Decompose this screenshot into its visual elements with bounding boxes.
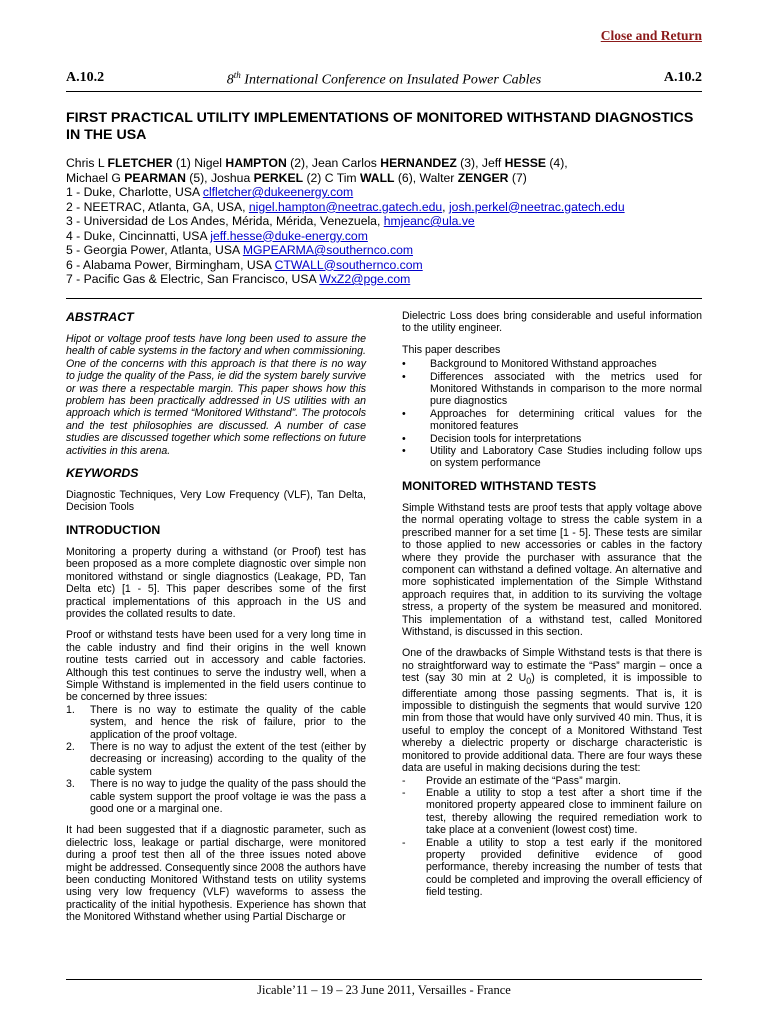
issues-list — [66, 704, 366, 816]
footer-rule — [66, 979, 702, 980]
list-marker: • — [402, 407, 406, 420]
bullet-item — [402, 433, 702, 445]
email-link[interactable]: jeff.hesse@duke-energy.com — [210, 228, 368, 243]
affiliation-text: 2 - NEETRAC, Atlanta, GA, USA, — [66, 199, 249, 214]
email-separator: , — [442, 199, 449, 214]
author-given-name: Chris L — [66, 156, 108, 170]
affiliation-list — [66, 185, 716, 287]
author-surname: ZENGER — [457, 170, 509, 185]
voltage-subscript: 0 — [526, 676, 532, 687]
affiliation-text: 3 - Universidad de Los Andes, Mérida, Mérida, Venezuela, — [66, 214, 384, 228]
author-surname: HESSE — [504, 156, 546, 170]
conference-name — [66, 70, 702, 89]
bullet-item — [402, 358, 702, 370]
author-given-name: Nigel — [194, 156, 226, 170]
use-item — [402, 775, 702, 787]
paper-title: FIRST PRACTICAL UTILITY IMPLEMENTATIONS OF MONITORED WITHSTAND DIAGNOSTICS IN THE USA — [66, 110, 694, 143]
conference-number: 8 — [226, 72, 234, 88]
author-surname: PEARMAN — [124, 170, 186, 185]
intro-paragraph-1: Monitoring a property during a withstand (or Proof) test has been proposed as a more complete diagnostic over simple non monitored withstand or single diagnostics (Leakage, PD, Tan Delta etc) [1 - 5]. This paper describes some of the first practical implementations of this approach in the US and provides the collated results to date. — [66, 545, 366, 620]
issue-item — [66, 778, 366, 815]
email-link[interactable]: clfletcher@dukeenergy.com — [202, 185, 354, 199]
author-line-2 — [66, 171, 716, 186]
affiliation-line — [66, 214, 716, 229]
author-surname: HERNANDEZ — [380, 156, 457, 170]
continued-paragraph: Dielectric Loss does bring considerable and useful information to the utility engineer. — [402, 310, 702, 335]
author-affil-index: (2), — [286, 156, 312, 170]
list-text: Approaches for determining critical values for the monitored features — [430, 407, 702, 433]
affiliation-text: 1 - Duke, Charlotte, USA — [66, 185, 203, 199]
author-affil-index: (4), — [545, 156, 568, 170]
intro-paragraph-3: It had been suggested that if a diagnostic parameter, such as dielectric loss, leakage or partial discharge, were monitored during a proof test then all of the three issues noted above might be addressed. Consequently since 2008 the authors have been conducting Monitored Withstand tests on utility systems using very low frequency (VLF) waveforms to assess the practicality of the initial hypothesis. Experience has shown that the Monitored Withstand whether using Partial Discharge or — [66, 824, 366, 924]
list-marker: • — [402, 370, 406, 383]
list-marker: • — [402, 445, 406, 458]
list-text: Enable a utility to stop a test after a short time if the monitored property appeared close to imminent failure on test, thereby allowing the required remediation work to take place at a convenient (lowest cost) time. — [426, 786, 702, 837]
list-text: Decision tools for interpretations — [430, 432, 582, 445]
author-surname: WALL — [359, 170, 395, 185]
email-link[interactable]: nigel.hampton@neetrac.gatech.edu — [248, 199, 443, 214]
describes-intro: This paper describes — [402, 343, 501, 356]
intro-paragraph-2: Proof or withstand tests have been used for a very long time in the cable industry and find their origins in the well known routine tests carried out in accessory and cable factories. Although this test continues to serve the industry well, when a Simple Withstand is implemented in the field users continue to be concerned by three issues: — [66, 629, 366, 704]
right-column — [402, 310, 702, 908]
list-text: Utility and Laboratory Case Studies including follow ups on system performance — [430, 445, 702, 470]
left-column — [66, 310, 366, 933]
list-text: Provide an estimate of the “Pass” margin. — [426, 774, 621, 787]
list-marker: 3. — [66, 778, 75, 791]
author-given-name: Michael G — [66, 170, 125, 185]
author-given-name: Jean Carlos — [311, 156, 381, 170]
header-rule — [66, 91, 702, 92]
mw-paragraph-1: Simple Withstand tests are proof tests that apply voltage above the normal operating voltage to stress the cable system in a prescribed manner for a set time [1 - 5]. These tests are similar to those applied to new accessories or cables in the factory where they provide the purchaser with assurance that the component can withstand a defined voltage. An alternative and more sophisticated implementation of the Simple Withstand approach requires that, in addition to its surviving the voltage stress, a property of the system be measured and monitored. This implementation of a withstand test, called Monitored Withstand, is discussed in this section. — [402, 501, 702, 638]
author-surname: PERKEL — [253, 170, 304, 185]
keywords-heading: KEYWORDS — [66, 466, 139, 481]
use-item — [402, 787, 702, 837]
list-text: Background to Monitored Withstand approaches — [430, 358, 657, 371]
author-affil-index: (7) — [508, 170, 527, 185]
keywords-text: Diagnostic Techniques, Very Low Frequency (VLF), Tan Delta, Decision Tools — [66, 489, 366, 514]
author-surname: FLETCHER — [107, 156, 173, 170]
list-marker: • — [402, 358, 406, 371]
affiliation-line — [66, 258, 716, 273]
author-given-name: Jeff — [481, 156, 505, 170]
list-marker: - — [402, 774, 406, 787]
affiliation-text: 7 - Pacific Gas & Electric, San Francisco, USA — [66, 272, 320, 286]
conference-ordinal: th — [233, 70, 241, 80]
list-text: Differences associated with the metrics used for Monitored Withstands in comparison to the more normal pure diagnostics — [430, 370, 702, 408]
bullet-item — [402, 445, 702, 470]
list-marker: - — [402, 836, 406, 849]
affiliation-line — [66, 229, 716, 244]
paper-code-right: A.10.2 — [663, 70, 702, 85]
issue-item — [66, 741, 366, 778]
email-link[interactable]: hmjeanc@ula.ve — [383, 214, 475, 228]
affiliation-text: 4 - Duke, Cincinnatti, USA — [66, 228, 211, 243]
list-text: There is no way to judge the quality of the pass should the cable system support the proof voltage ie was the pass a good one or a marginal one. — [90, 778, 366, 815]
affiliation-line — [66, 243, 716, 258]
list-text: There is no way to estimate the quality of the cable system, and hence the risk of failure, prior to the application of the proof voltage. — [90, 703, 366, 741]
monitored-withstand-heading: MONITORED WITHSTAND TESTS — [402, 478, 597, 493]
email-link[interactable]: josh.perkel@neetrac.gatech.edu — [448, 199, 625, 214]
section-rule — [66, 298, 702, 299]
email-link[interactable]: MGPEARMA@southernco.com — [242, 243, 413, 257]
describes-bullet-list — [402, 358, 702, 470]
author-affil-index: (3), — [456, 156, 482, 170]
list-marker: - — [402, 786, 406, 799]
author-line-1 — [66, 156, 716, 171]
author-affil-index: (6), — [394, 170, 420, 185]
page-footer: Jicable’11 – 19 – 23 June 2011, Versailles - France — [257, 983, 511, 997]
paper-code-left: A.10.2 — [66, 70, 105, 85]
abstract-heading: ABSTRACT — [66, 310, 134, 324]
author-given-name: Joshua — [210, 170, 254, 185]
running-header — [66, 70, 702, 88]
list-marker: • — [402, 432, 406, 445]
issue-item — [66, 704, 366, 741]
list-marker: 2. — [66, 740, 75, 753]
affiliation-text: 6 - Alabama Power, Birmingham, USA — [66, 257, 275, 272]
author-given-name: Walter — [419, 170, 458, 185]
author-affil-index: (2) — [303, 170, 325, 185]
affiliation-line — [66, 200, 716, 215]
list-text: Enable a utility to stop a test early if the monitored property provided definitive evidence of good performance, thereby increasing the number of tests that could be completed and improving the overall efficiency of field testing. — [426, 836, 702, 899]
author-affil-index: (5), — [185, 170, 211, 185]
author-surname: HAMPTON — [225, 156, 287, 170]
author-affil-index: (1) — [172, 156, 195, 170]
mw-paragraph-2-a: One of the drawbacks of Simple Withstand tests is that there is no straightforward way to estimate the “Pass” margin – once a test (say 30 min at 2 U — [402, 647, 702, 685]
affiliation-text: 5 - Georgia Power, Atlanta, USA — [66, 243, 243, 257]
mw-paragraph-2 — [402, 647, 702, 774]
list-marker: 1. — [66, 703, 75, 716]
introduction-heading: INTRODUCTION — [66, 522, 161, 537]
abstract-text: Hipot or voltage proof tests have long been used to assure the health of cable systems in the factory and when commissioning. One of the concerns with this approach is that there is no way to judge the quality of the Pass, ie did the system barely survive or was there a respectable margin. This paper shows how this problem has been practically addressed in US utilities with an approach which is termed “Monitored Withstand”. The protocols and the test philosophies are discussed. A number of case studies are discussed together which some reflections on future activities in this arena. — [66, 333, 366, 457]
affiliation-line — [66, 185, 716, 200]
bullet-item — [402, 371, 702, 408]
email-link[interactable]: WxZ2@pge.com — [319, 272, 411, 286]
mw-paragraph-2-b: ) is completed, it is impossible to differentiate among those passing segments. That is, it is impossible to distinguish the segments that would survive 120 min from those that would have only survived 40 min. Thus, it is useful to employ the concept of a Monitored Withstand Test whereby a dielectric property or discharge characteristic is monitored to provide additional data. There are four ways these data are useful in making decisions during the test: — [402, 672, 702, 775]
use-item — [402, 837, 702, 899]
author-block — [66, 156, 716, 287]
affiliation-line — [66, 272, 716, 287]
data-uses-list — [402, 775, 702, 899]
email-link[interactable]: CTWALL@southernco.com — [274, 257, 423, 272]
bullet-item — [402, 408, 702, 433]
close-and-return-link[interactable]: Close and Return — [600, 28, 702, 43]
author-given-name: C Tim — [324, 170, 360, 185]
conference-title: International Conference on Insulated Power Cables — [240, 72, 542, 88]
list-text: There is no way to adjust the extent of the test (either by decreasing or increasing) according to the quality of the cable system — [90, 740, 366, 778]
